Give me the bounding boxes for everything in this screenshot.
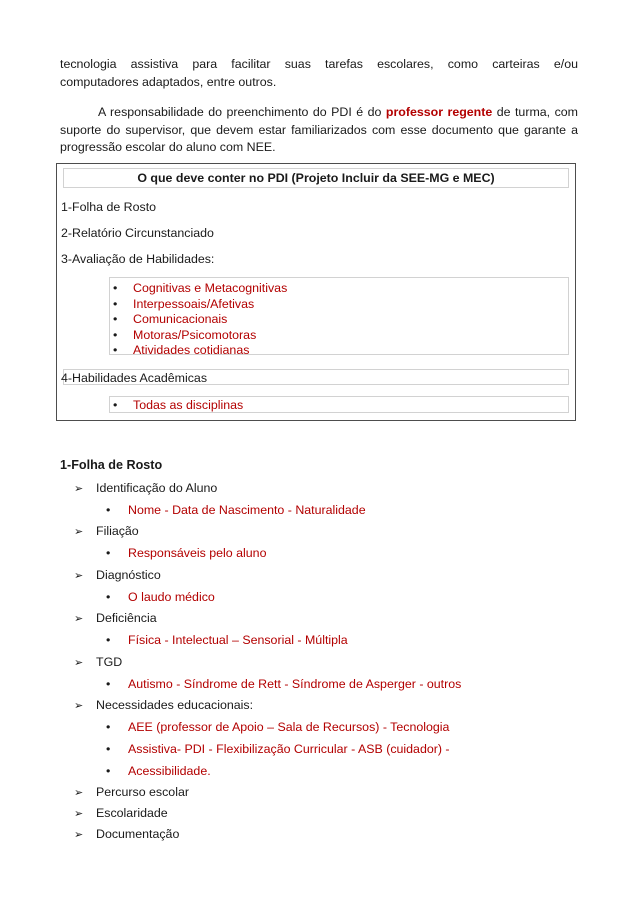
bullet-icon: • xyxy=(113,281,118,295)
box-item-habilidades-academicas: 4-Habilidades Acadêmicas xyxy=(61,371,208,385)
bullet-icon: • xyxy=(106,677,111,691)
professor-regente-highlight: professor regente xyxy=(385,105,493,120)
arrow-bullet-icon: ➢ xyxy=(74,829,84,841)
bullet-icon: • xyxy=(106,742,111,756)
bullet-icon: • xyxy=(113,312,118,326)
bullet-icon: • xyxy=(106,503,111,517)
list-item: ➢ Documentação xyxy=(74,827,180,841)
box-item-relatorio: 2-Relatório Circunstanciado xyxy=(61,226,214,240)
skill-item: • Cognitivas e Metacognitivas xyxy=(113,281,288,295)
list-item: ➢ Percurso escolar xyxy=(74,785,189,799)
list-item: ➢ Deficiência xyxy=(74,611,157,625)
bullet-icon: • xyxy=(113,327,118,342)
sub-item: • AEE (professor de Apoio – Sala de Recursos) - Tecnologia xyxy=(106,720,450,734)
arrow-bullet-icon: ➢ xyxy=(74,657,84,669)
arrow-bullet-icon: ➢ xyxy=(74,483,84,495)
responsibility-before: A responsabilidade do preenchimento do PDI é do xyxy=(98,105,382,120)
sub-item: • Nome - Data de Nascimento - Naturalidade xyxy=(106,503,366,517)
skill-item: • Comunicacionais xyxy=(113,312,228,326)
bullet-icon: • xyxy=(106,590,111,604)
responsibility-paragraph xyxy=(60,104,578,157)
list-item: ➢ Diagnóstico xyxy=(74,568,161,582)
responsibility-after: de turma, com suporte do supervisor, que devem estar familiarizados com esse documento que garante a progressão escolar do aluno com NEE. xyxy=(60,105,578,155)
arrow-bullet-icon: ➢ xyxy=(74,570,84,582)
box-item-avaliacao: 3-Avaliação de Habilidades: xyxy=(61,252,215,266)
skill-item: • Interpessoais/Afetivas xyxy=(113,296,255,311)
intro-line-2: computadores adaptados, entre outros. xyxy=(60,74,277,89)
bullet-icon: • xyxy=(106,546,111,560)
list-item: ➢ Filiação xyxy=(74,524,139,538)
arrow-bullet-icon: ➢ xyxy=(74,808,84,820)
bullet-icon: • xyxy=(106,720,111,734)
arrow-bullet-icon: ➢ xyxy=(74,700,84,712)
bullet-icon: • xyxy=(106,764,111,778)
bullet-icon: • xyxy=(113,343,118,357)
arrow-bullet-icon: ➢ xyxy=(74,526,84,538)
sub-item: • O laudo médico xyxy=(106,590,215,604)
bullet-icon: • xyxy=(113,296,118,311)
intro-text xyxy=(60,56,578,157)
sub-item: • Assistiva- PDI - Flexibilização Curricular - ASB (cuidador) - xyxy=(106,742,450,756)
sub-item: • Acessibilidade. xyxy=(106,764,211,778)
academic-item: • Todas as disciplinas xyxy=(113,398,244,412)
pdi-contents-box xyxy=(56,163,576,421)
list-item: ➢ Identificação do Aluno xyxy=(74,481,218,495)
intro-line-1: tecnologia assistiva para facilitar suas tarefas escolares, como carteiras e/ou xyxy=(60,57,578,71)
sub-item: • Responsáveis pelo aluno xyxy=(106,546,267,560)
list-item: ➢ TGD xyxy=(74,655,123,669)
bullet-icon: • xyxy=(113,398,118,412)
box-title: O que deve conter no PDI (Projeto Incluir da SEE-MG e MEC) xyxy=(137,171,495,185)
arrow-bullet-icon: ➢ xyxy=(74,613,84,625)
arrow-bullet-icon: ➢ xyxy=(74,787,84,799)
section-title: 1-Folha de Rosto xyxy=(60,458,163,472)
sub-item: • Física - Intelectual – Sensorial - Múltipla xyxy=(106,633,348,647)
bullet-icon: • xyxy=(106,633,111,647)
skill-item: • Atividades cotidianas xyxy=(113,343,250,357)
sub-item: • Autismo - Síndrome de Rett - Síndrome de Asperger - outros xyxy=(106,677,462,691)
skill-item: • Motoras/Psicomotoras xyxy=(113,327,257,342)
list-item: ➢ Necessidades educacionais: xyxy=(74,698,254,712)
list-item: ➢ Escolaridade xyxy=(74,806,168,820)
box-item-folha-de-rosto: 1-Folha de Rosto xyxy=(61,200,157,214)
